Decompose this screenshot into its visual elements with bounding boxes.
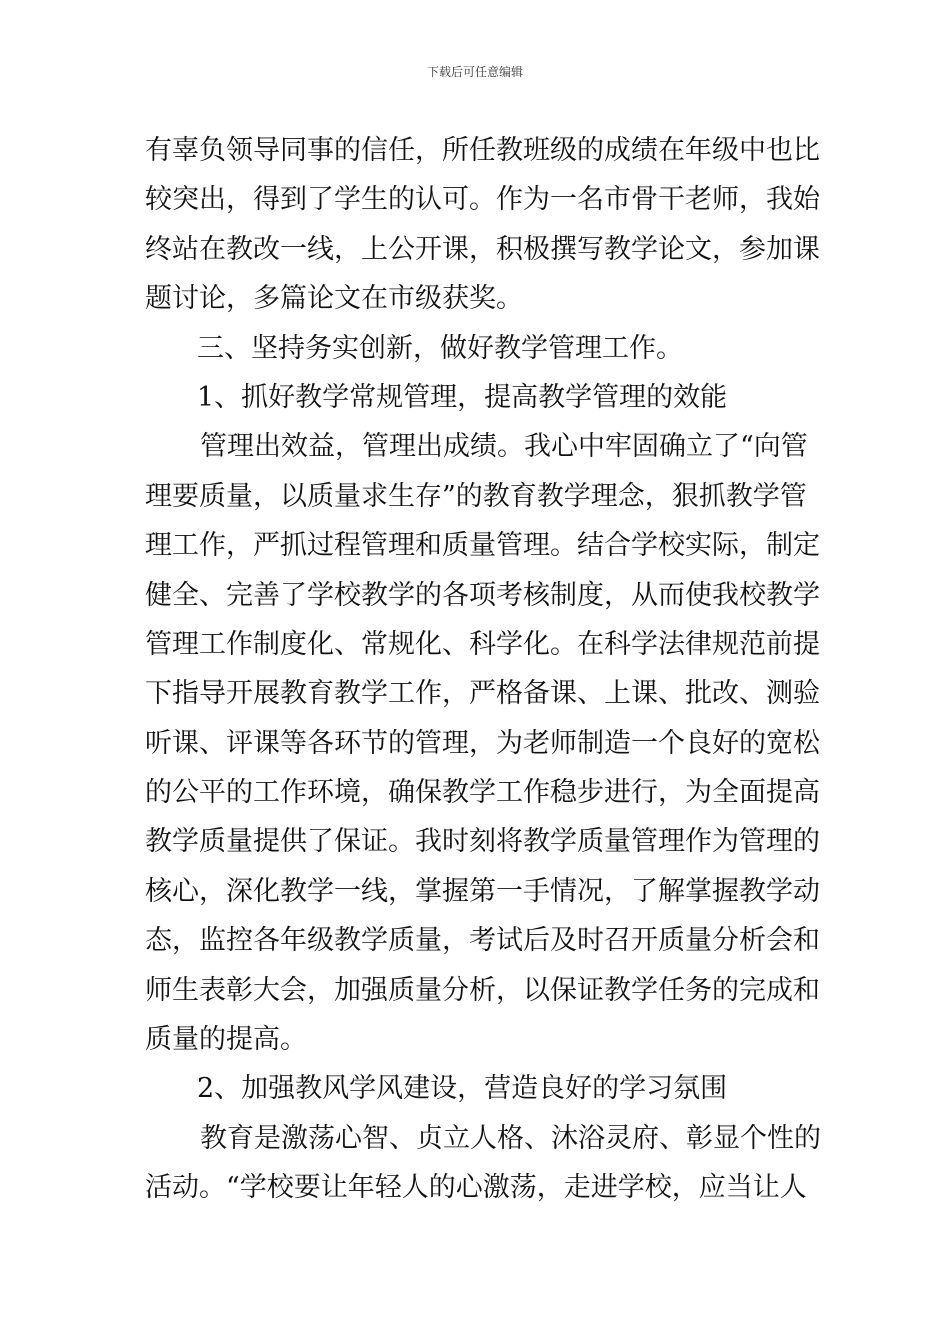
text-line: 活动。“学校要让年轻人的心激荡，走进学校，应当让人 xyxy=(145,1172,807,1204)
subsection-heading: 2、加强教风学风建设，营造良好的学习氛围 xyxy=(197,1073,728,1105)
text-line: 终站在教改一线，上公开课，积极撰写教学论文，参加课 xyxy=(145,233,820,265)
text-line: 听课、评课等各环节的管理，为老师制造一个良好的宽松 xyxy=(145,727,820,759)
text-line: 理工作，严抓过程管理和质量管理。结合学校实际，制定 xyxy=(145,530,820,562)
paragraph-first-line: 管理出效益，管理出成绩。我心中牢固确立了“向管 xyxy=(200,431,808,463)
document-body xyxy=(145,126,821,1213)
text-line: 态，监控各年级教学质量，考试后及时召开质量分析会和 xyxy=(145,925,820,957)
text-line: 下指导开展教育教学工作，严格备课、上课、批改、测验 xyxy=(145,678,820,710)
text-line: 较突出，得到了学生的认可。作为一名市骨干老师，我始 xyxy=(145,184,820,216)
text-line: 题讨论，多篇论文在市级获奖。 xyxy=(145,283,523,315)
text-line: 核心，深化教学一线，掌握第一手情况，了解掌握教学动 xyxy=(145,875,820,907)
text-line: 健全、完善了学校教学的各项考核制度，从而使我校教学 xyxy=(145,579,820,611)
section-heading: 三、坚持务实创新，做好教学管理工作。 xyxy=(197,332,683,364)
text-line: 质量的提高。 xyxy=(145,1024,307,1056)
paragraph-first-line: 教育是激荡心智、贞立人格、沐浴灵府、彰显个性的 xyxy=(200,1122,821,1154)
text-line: 理要质量，以质量求生存”的教育教学理念，狠抓教学管 xyxy=(145,480,807,512)
text-line: 教学质量提供了保证。我时刻将教学质量管理作为管理的 xyxy=(145,826,820,858)
text-line: 有辜负领导同事的信任，所任教班级的成绩在年级中也比 xyxy=(145,135,820,166)
text-line: 管理工作制度化、常规化、科学化。在科学法律规范前提 xyxy=(145,628,820,660)
page-header-note: 下载后可任意编辑 xyxy=(426,65,523,79)
subsection-heading: 1、抓好教学常规管理，提高教学管理的效能 xyxy=(197,381,728,413)
text-line: 师生表彰大会，加强质量分析，以保证教学任务的完成和 xyxy=(145,974,820,1006)
text-line: 的公平的工作环境，确保教学工作稳步进行，为全面提高 xyxy=(145,777,820,809)
